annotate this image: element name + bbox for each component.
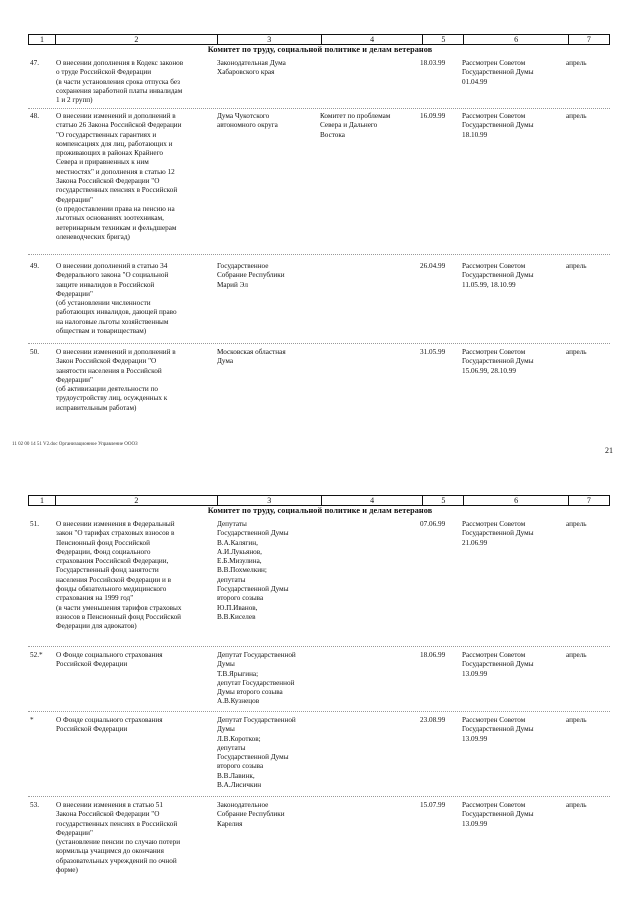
row-number: 49.: [30, 262, 39, 270]
column-number: 1: [29, 35, 56, 45]
submission-date: 07.06.99: [420, 520, 446, 528]
review-status: Рассмотрен Советом Государственной Думы 13.09.99: [462, 716, 534, 743]
submission-date: 16.09.99: [420, 112, 446, 120]
column-number: 4: [321, 496, 422, 506]
initiator: Дума Чукотского автономного округа: [217, 112, 278, 130]
submission-date: 18.03.99: [420, 59, 446, 67]
column-header-row: [28, 34, 610, 45]
column-number: 3: [217, 35, 321, 45]
planned-month: апрель: [566, 801, 587, 809]
row-divider: [28, 796, 610, 797]
bill-title: О Фонде социального страхования Российской Федерации: [56, 716, 163, 734]
column-number: 7: [568, 496, 609, 506]
document-footer: 11 02 00 14 51 V2.doc Организационное Управление ОООЗ: [12, 442, 138, 447]
review-status: Рассмотрен Советом Государственной Думы 21.06.99: [462, 520, 534, 547]
column-number: 6: [464, 35, 568, 45]
submission-date: 31.05.99: [420, 348, 446, 356]
column-number: 2: [56, 35, 218, 45]
bill-title: О внесении изменения в Федеральный закон "О тарифах страховых взносов в Пенсионный фонд Российской Федерации, Фонд социального страхования Российской Федерации, Государственный фонд занятости населения Российской Федерации и в фонды обязательного медицинского страхования на 1999 год" (в части уменьшения тарифов страховых взносов в Пенсионный фонд Российской Федерации для адвокатов): [56, 520, 182, 631]
submission-date: 15.07.99: [420, 801, 446, 809]
bill-title: О внесении дополнений в статью 34 Федерального закона "О социальной защите инвалидов в Российской Федерации" (об установлении численности работающих инвалидов, дающей право на налоговые льготы хозяйственным обществам и товариществам): [56, 262, 177, 336]
column-number: 4: [321, 35, 422, 45]
row-divider: [28, 254, 610, 255]
bill-title: О внесении дополнения в Кодекс законов о труде Российской Федерации (в части установления срока отпуска без сохранения заработной платы инвалидам 1 и 2 групп): [56, 59, 184, 105]
bill-title: О внесении изменений и дополнений в Закон Российской Федерации "О занятости населения в Российской Федерации" (об активизации деятельности по трудоустройству лиц, осужденных к исправительным работам): [56, 348, 176, 412]
row-number: 47.: [30, 59, 39, 67]
row-divider: [28, 646, 610, 647]
row-divider: [28, 108, 610, 109]
planned-month: апрель: [566, 348, 587, 356]
row-number: 53.: [30, 801, 39, 809]
submission-date: 26.04.99: [420, 262, 446, 270]
planned-month: апрель: [566, 651, 587, 659]
column-number: 5: [423, 35, 464, 45]
initiator: Депутат Государственной Думы Т.В.Ярыгина; депутат Государственной Думы второго созыва А.В.Кузнецов: [217, 651, 296, 706]
row-number: 52.*: [30, 651, 43, 659]
row-number: 48.: [30, 112, 39, 120]
row-number: 51.: [30, 520, 39, 528]
initiator: Законодательное Собрание Республики Карелия: [217, 801, 285, 828]
review-status: Рассмотрен Советом Государственной Думы 13.09.99: [462, 801, 534, 828]
submission-date: 18.06.99: [420, 651, 446, 659]
row-divider: [28, 711, 610, 712]
review-status: Рассмотрен Советом Государственной Думы 15.06.99, 28.10.99: [462, 348, 534, 375]
column-header-row: [28, 495, 610, 506]
planned-month: апрель: [566, 59, 587, 67]
review-status: Рассмотрен Советом Государственной Думы 13.09.99: [462, 651, 534, 678]
initiator: Депутаты Государственной Думы В.А.Калягин, А.И.Лукьянов, Е.Б.Мизулина, В.В.Похмелкин; депутаты Государственной Думы второго созыва Ю.П.Иванов, В.В.Киселев: [217, 520, 289, 621]
bill-title: О внесении изменений и дополнений в статью 26 Закона Российской Федерации "О государственных гарантиях и компенсациях для лиц, работающих и проживающих в районах Крайнего Севера и приравненных к ним местностях" и дополнения в статью 12 Закона Российской Федерации "О государственных пенсиях в Российской Федерации" (о предоставлении права на пенсию на льготных основаниях зоотехникам, ветеринарным техникам и фельдшерам оленеводческих бригад): [56, 112, 182, 241]
planned-month: апрель: [566, 112, 587, 120]
planned-month: апрель: [566, 262, 587, 270]
column-number: 3: [217, 496, 321, 506]
document-page-2: [0, 478, 640, 900]
bill-title: О внесении изменения в статью 51 Закона Российской Федерации "О государственных пенсиях в Российской Федерации" (установление пенсии по случаю потери кормильца учащимся до окончания образовательных учреждений по очной форме): [56, 801, 181, 875]
row-number: *: [30, 716, 34, 724]
row-divider: [28, 343, 610, 344]
review-status: Рассмотрен Советом Государственной Думы 01.04.99: [462, 59, 534, 86]
planned-month: апрель: [566, 716, 587, 724]
submission-date: 23.08.99: [420, 716, 446, 724]
page-number: 21: [605, 446, 613, 455]
planned-month: апрель: [566, 520, 587, 528]
initiator: Московская областная Дума: [217, 348, 286, 366]
column-number: 6: [464, 496, 568, 506]
committee-heading: Комитет по труду, социальной политике и делам ветеранов: [207, 45, 433, 54]
bill-title: О Фонде социального страхования Российской Федерации: [56, 651, 163, 669]
initiator: Государственное Собрание Республики Марий Эл: [217, 262, 285, 289]
initiator: Депутат Государственной Думы Л.В.Коротков; депутаты Государственной Думы второго созыва В.В.Лавинк, В.А.Лисичкин: [217, 716, 296, 790]
column-number: 1: [29, 496, 56, 506]
review-status: Рассмотрен Советом Государственной Думы 11.05.99, 18.10.99: [462, 262, 534, 289]
column-number: 7: [568, 35, 609, 45]
column-number: 2: [56, 496, 218, 506]
row-number: 50.: [30, 348, 39, 356]
review-status: Рассмотрен Советом Государственной Думы 18.10.99: [462, 112, 534, 139]
initiator: Законодательная Дума Хабаровского края: [217, 59, 286, 77]
column-number: 5: [423, 496, 464, 506]
co-executor-committee: Комитет по проблемам Севера и Дальнего Востока: [320, 112, 391, 139]
committee-heading: Комитет по труду, социальной политике и делам ветеранов: [207, 506, 433, 515]
